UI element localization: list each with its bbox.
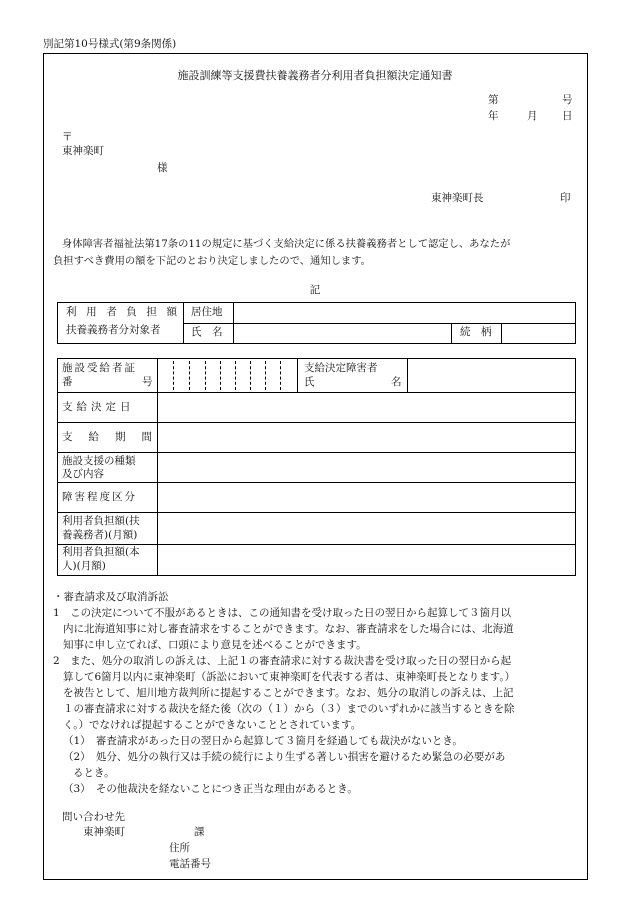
contact-heading: 問い合わせ先 bbox=[62, 811, 125, 823]
body-line-1: 身体障害者福祉法第17条の11の規定に基づく支給決定に係る扶養義務者として認定し、あなたが bbox=[62, 238, 511, 250]
fee-supporter-label-2: 養義務者)(月額) bbox=[62, 529, 138, 541]
contact-section: 課 bbox=[194, 826, 205, 838]
residence-label: 居住地 bbox=[191, 306, 223, 318]
note-line: 知事に申し立てれば、口頭により意見を述べることができます。 bbox=[63, 639, 367, 651]
contact-town: 東神楽町 bbox=[83, 826, 125, 838]
recipient-honorific: 様 bbox=[157, 162, 168, 174]
support-details-table bbox=[57, 358, 576, 576]
doc-number-dai: 第 bbox=[488, 94, 499, 106]
name-label: 氏 名 bbox=[191, 326, 223, 338]
note-line: 算して6箇月以内に東神楽町（訴訟において東神楽町を代表する者は、東神楽町長となります。） bbox=[63, 671, 516, 683]
seal-mark: 印 bbox=[560, 192, 571, 204]
note-line: を被告として、旭川地方裁判所に提起することができます。なお、処分の取消しの訴えは、上記 bbox=[63, 687, 514, 699]
support-period-label: 支 給 期 間 bbox=[62, 431, 152, 443]
contact-phone: 電話番号 bbox=[169, 858, 211, 870]
fee-supporter-label-1: 利用者負担額(扶 bbox=[62, 515, 140, 527]
form-number-note: 別記第10号様式(第9条関係) bbox=[43, 38, 177, 50]
note-line: （1） 審査請求があった日の翌日から起算して３箇月を経過しても裁決がないとき。 bbox=[63, 735, 463, 747]
disabled-person-label-1: 支給決定障害者 bbox=[304, 362, 378, 374]
note-line: 2 また、処分の取消しの訴えは、上記１の審査請求に対する裁決書を受け取った日の翌日から起 bbox=[53, 655, 512, 667]
note-line: （2） 処分、処分の執行又は手続の続行により生ずる著しい損害を避けるため緊急の必要があ bbox=[63, 751, 506, 763]
facility-cert-label-3: 号 bbox=[142, 376, 153, 388]
notes-heading: ・審査請求及び取消訴訟 bbox=[53, 591, 169, 603]
support-type-label-1: 施設支援の種類 bbox=[62, 455, 136, 467]
doc-number-go: 号 bbox=[562, 94, 573, 106]
target-label-line-2: 扶養義務者分対象者 bbox=[66, 324, 161, 336]
contact-address: 住所 bbox=[169, 842, 190, 854]
target-person-table bbox=[57, 302, 576, 344]
target-label-line-1: 利 用 者 負 担 額 bbox=[66, 306, 177, 318]
note-line: く。）でなければ提起することができないこととされています。 bbox=[63, 719, 362, 731]
date-day: 日 bbox=[562, 110, 573, 122]
facility-cert-label-1: 施設受給者証 bbox=[62, 362, 137, 374]
disabled-person-label-3: 名 bbox=[391, 376, 402, 388]
disabled-person-label-2: 氏 bbox=[304, 376, 315, 388]
recipient-address: 東神楽町 bbox=[62, 145, 104, 157]
decision-date-label: 支給決定日 bbox=[62, 401, 135, 413]
support-type-label-2: 及び内容 bbox=[62, 468, 104, 480]
date-year: 年 bbox=[488, 110, 499, 122]
document-title: 施設訓練等支援費扶養義務者分利用者負担額決定通知書 bbox=[177, 69, 453, 82]
date-month: 月 bbox=[527, 110, 538, 122]
note-line: 1 この決定について不服があるときは、この通知書を受け取った日の翌日から起算して３箇月以 bbox=[53, 607, 511, 619]
note-line: 内に北海道知事に対し審査請求をすることができます。なお、審査請求をした場合には、北海道 bbox=[63, 623, 514, 635]
disability-class-label: 障害程度区分 bbox=[62, 491, 137, 503]
fee-user-label-2: 人)(月額) bbox=[62, 560, 106, 572]
issuer-name: 東神楽町長 bbox=[431, 192, 484, 204]
note-line: るとき。 bbox=[73, 767, 115, 779]
facility-cert-label-2: 番 bbox=[62, 376, 73, 388]
note-line: （3） その他裁決を経ないことにつき正当な理由があるとき。 bbox=[63, 783, 358, 795]
fee-user-label-1: 利用者負担額(本 bbox=[62, 546, 140, 558]
body-line-2: 負担すべき費用の額を下記のとおり決定しましたので、通知します。 bbox=[53, 255, 371, 267]
relation-label: 続 柄 bbox=[460, 326, 492, 338]
note-line: １の審査請求に対する裁決を経た後（次の（１）から（３）までのいずれかに該当するときを除 bbox=[63, 703, 515, 715]
ki-label: 記 bbox=[309, 284, 321, 296]
postal-mark: 〒 bbox=[62, 131, 73, 143]
